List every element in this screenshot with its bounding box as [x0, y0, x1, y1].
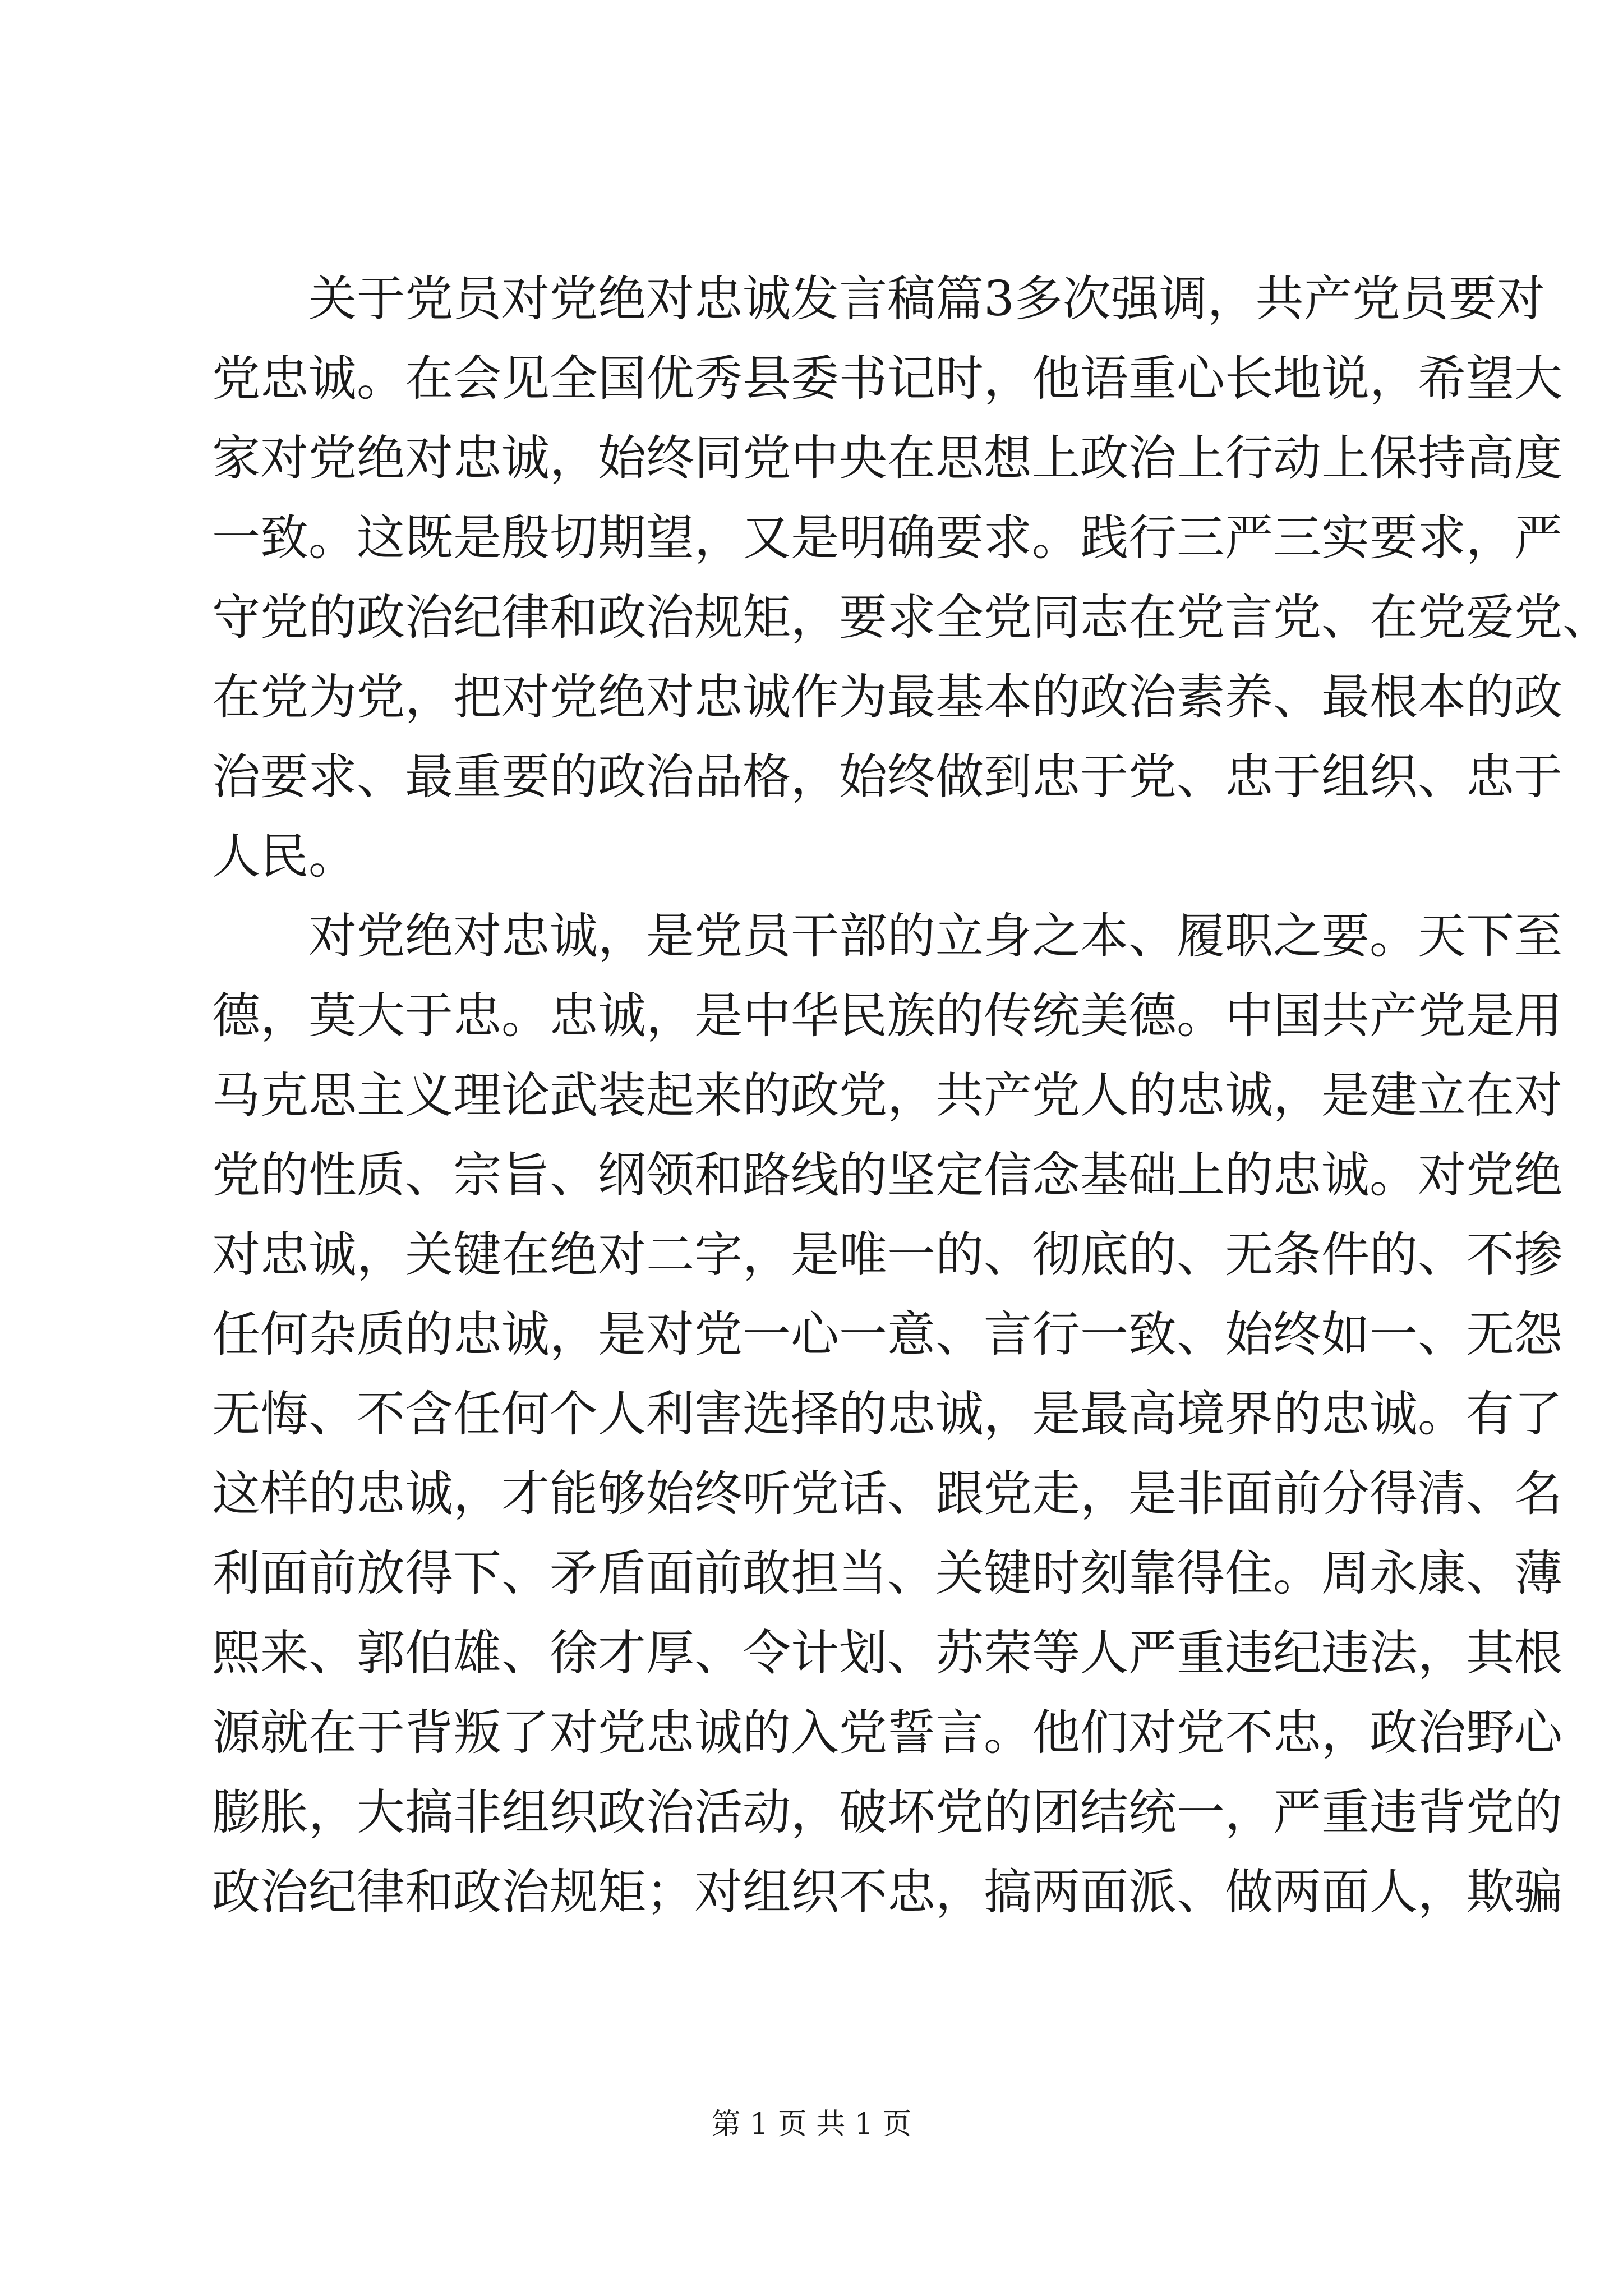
text-line: 膨胀，大搞非组织政治活动，破坏党的团结统一，严重违背党的	[212, 1784, 1562, 1841]
paragraph-1	[212, 259, 1611, 896]
document-body	[212, 259, 1611, 1932]
text-line: 关于党员对党绝对忠诚发言稿篇3多次强调，共产党员要对	[308, 271, 1545, 327]
text-line: 对忠诚，关键在绝对二字，是唯一的、彻底的、无条件的、不掺	[212, 1227, 1562, 1283]
text-line: 一致。这既是殷切期望，又是明确要求。践行三严三实要求，严	[212, 510, 1562, 566]
text-line: 熙来、郭伯雄、徐才厚、令计划、苏荣等人严重违纪违法，其根	[212, 1625, 1562, 1681]
text-line: 利面前放得下、矛盾面前敢担当、关键时刻靠得住。周永康、薄	[212, 1545, 1562, 1602]
text-line: 德，莫大于忠。忠诚，是中华民族的传统美德。中国共产党是用	[212, 988, 1562, 1044]
text-line: 治要求、最重要的政治品格，始终做到忠于党、忠于组织、忠于	[212, 749, 1562, 805]
text-line: 党忠诚。在会见全国优秀县委书记时，他语重心长地说，希望大	[212, 351, 1562, 407]
text-line: 家对党绝对忠诚，始终同党中央在思想上政治上行动上保持高度	[212, 430, 1562, 486]
text-line: 无悔、不含任何个人利害选择的忠诚，是最高境界的忠诚。有了	[212, 1386, 1562, 1442]
text-line: 政治纪律和政治规矩；对组织不忠，搞两面派、做两面人，欺骗	[212, 1864, 1562, 1920]
text-line: 守党的政治纪律和政治规矩，要求全党同志在党言党、在党爱党、	[212, 590, 1611, 646]
text-line: 对党绝对忠诚，是党员干部的立身之本、履职之要。天下至	[308, 908, 1562, 964]
page-number-label: 第 1 页 共 1 页	[711, 2108, 912, 2141]
text-line: 这样的忠诚，才能够始终听党话、跟党走，是非面前分得清、名	[212, 1466, 1562, 1522]
paragraph-2	[212, 896, 1562, 1932]
text-line: 马克思主义理论武装起来的政党，共产党人的忠诚，是建立在对	[212, 1068, 1562, 1124]
text-line: 在党为党，把对党绝对忠诚作为最基本的政治素养、最根本的政	[212, 669, 1562, 725]
page-footer	[0, 2105, 1623, 2144]
text-line: 人民。	[212, 829, 357, 885]
text-line: 源就在于背叛了对党忠诚的入党誓言。他们对党不忠，政治野心	[212, 1705, 1562, 1761]
text-line: 党的性质、宗旨、纲领和路线的坚定信念基础上的忠诚。对党绝	[212, 1147, 1562, 1203]
text-line: 任何杂质的忠诚，是对党一心一意、言行一致、始终如一、无怨	[212, 1306, 1562, 1363]
